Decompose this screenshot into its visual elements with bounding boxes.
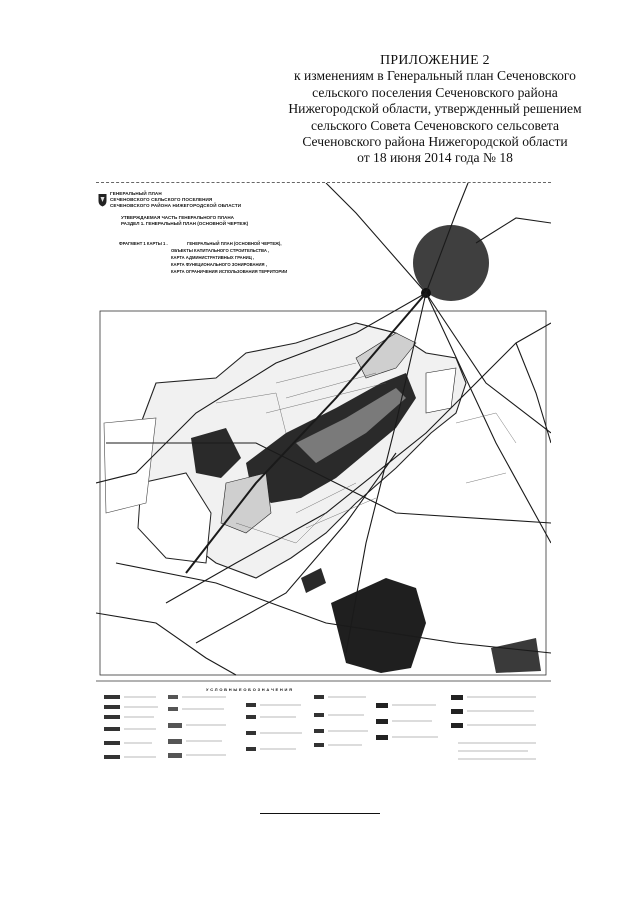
map-title-block: [110, 191, 340, 209]
legend-text-lines: [124, 697, 536, 759]
legend-swatch: [314, 729, 324, 733]
legend-swatch: [246, 747, 256, 751]
bottom-rule: [260, 813, 380, 814]
legend-swatch: [376, 703, 388, 708]
road-line: [326, 183, 426, 293]
legend-swatch: [104, 741, 120, 745]
map-part-line: РАЗДЕЛ 1. ГЕНЕРАЛЬНЫЙ ПЛАН (ОСНОВНОЙ ЧЕРТЕЖ): [121, 221, 249, 226]
map-part-line: УТВЕРЖДАЕМАЯ ЧАСТЬ ГЕНЕРАЛЬНОГО ПЛАНА: [121, 215, 234, 220]
fragment-item: ГЕНЕРАЛЬНЫЙ ПЛАН (ОСНОВНОЙ ЧЕРТЕЖ),: [187, 241, 282, 246]
legend-swatch: [168, 707, 178, 711]
map-title-line: СЕЧЕНОВСКОГО СЕЛЬСКОГО ПОСЕЛЕНИЯ: [110, 197, 213, 202]
parcel-line: [456, 413, 516, 483]
legend-swatch: [104, 705, 120, 709]
legend-swatch: [451, 723, 463, 728]
coat-of-arms-icon: [98, 193, 107, 207]
legend-title: У С Л О В Н Ы Е О Б О З Н А Ч Е Н И Я: [206, 687, 293, 692]
legend-column: [376, 703, 388, 740]
map-title-line: ГЕНЕРАЛЬНЫЙ ПЛАН: [110, 191, 162, 196]
fragment-item: КАРТА АДМИНИСТРАТИВНЫХ ГРАНИЦ ,: [171, 255, 255, 260]
legend-column: [246, 703, 256, 751]
appendix-line: Нижегородской области, утвержденный решением: [288, 101, 582, 117]
legend-swatch: [451, 695, 463, 700]
legend-column: [104, 695, 120, 759]
map-part-block: [121, 215, 248, 227]
legend-text-line: [328, 697, 368, 745]
legend-swatch: [246, 731, 256, 735]
fragment-item: КАРТА ОГРАНИЧЕНИЯ ИСПОЛЬЗОВАНИЯ ТЕРРИТОРИИ: [171, 269, 288, 274]
legend-column: [314, 695, 324, 747]
fragment-label: ФРАГМЕНТ 1 КАРТЫ 1 .: [119, 241, 168, 246]
legend-swatch: [168, 753, 182, 758]
map-title-line: СЕЧЕНОВСКОГО РАЙОНА НИЖЕГОРОДСКОЙ ОБЛАСТИ: [110, 203, 242, 208]
appendix-line: сельского Совета Сеченовского сельсовета: [310, 117, 560, 133]
settlement-territory: [104, 225, 541, 673]
legend-swatch: [168, 723, 182, 728]
appendix-line: к изменениям в Генеральный план Сеченовского: [294, 68, 576, 84]
legend-text-line: [260, 705, 302, 749]
master-plan-map: [96, 183, 551, 773]
legend-swatch: [314, 713, 324, 717]
fragment-item: ОБЪЕКТЫ КАПИТАЛЬНОГО СТРОИТЕЛЬСТВА ,: [171, 248, 270, 253]
legend-swatch: [451, 709, 463, 714]
legend-swatch: [168, 695, 178, 699]
legend-column: [451, 695, 463, 728]
legend-swatch: [168, 739, 182, 744]
legend-text-line: [392, 705, 438, 737]
legend: [104, 695, 536, 759]
legend-swatch: [376, 735, 388, 740]
legend-swatch: [376, 719, 388, 724]
corner-zone: [491, 638, 541, 673]
legend-swatch: [104, 755, 120, 759]
legend-text-line: [467, 697, 536, 725]
legend-swatch: [104, 727, 120, 731]
legend-swatch: [246, 715, 256, 719]
legend-swatch: [104, 715, 120, 719]
fragment-item: КАРТА ФУНКЦИОНАЛЬНОГО ЗОНИРОВАНИЯ ,: [171, 262, 267, 267]
map-sheet: [96, 183, 551, 773]
appendix-line: Сеченовского района Нижегородской области: [302, 134, 568, 150]
legend-swatch: [314, 743, 324, 747]
legend-text-line: [458, 743, 536, 759]
legend-swatch: [104, 695, 120, 699]
appendix-heading: ПРИЛОЖЕНИЕ 2: [380, 52, 490, 67]
road-line: [96, 613, 236, 675]
legend-swatch: [246, 703, 256, 707]
appendix-line: от 18 июня 2014 года № 18: [357, 150, 513, 166]
legend-swatch: [314, 695, 324, 699]
appendix-line: сельского поселения Сеченовского района: [312, 84, 558, 100]
legend-text-line: [124, 697, 158, 757]
legend-text-line: [182, 697, 226, 755]
road-line: [476, 218, 551, 243]
appendix-header: [250, 52, 620, 167]
east-zone: [426, 368, 456, 413]
legend-column: [168, 695, 182, 758]
